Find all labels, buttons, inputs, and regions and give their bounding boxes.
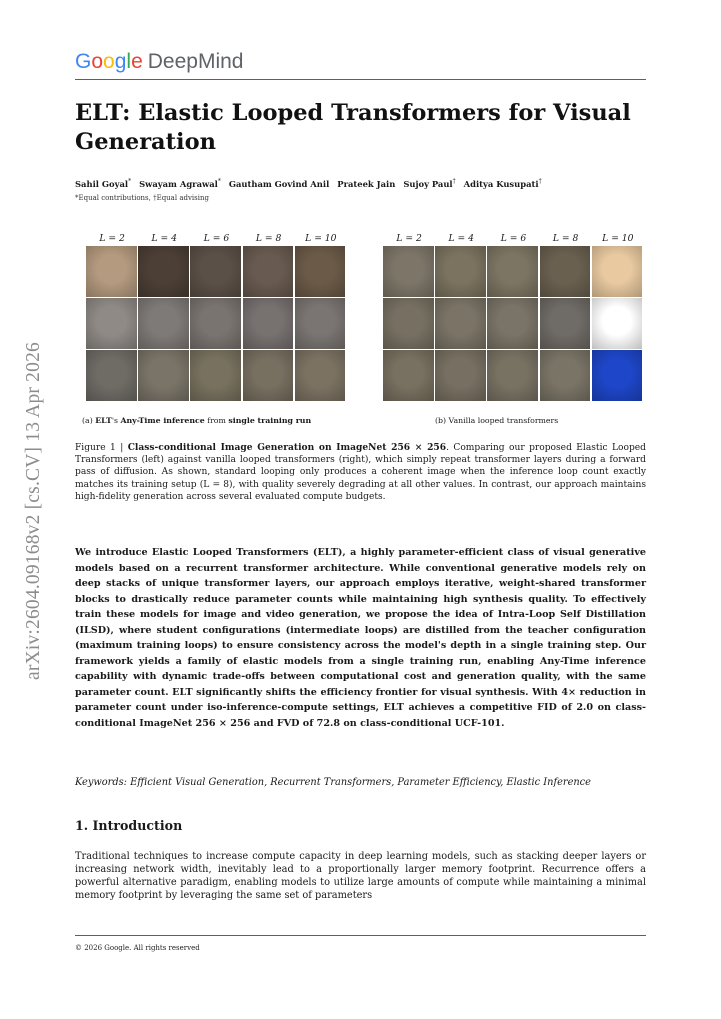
deepmind-wordmark: DeepMind	[147, 50, 244, 73]
sample-image	[383, 350, 434, 401]
sample-image	[138, 298, 189, 349]
sample-image	[243, 298, 294, 349]
caption-text: . Comparing our proposed Elastic Looped Transformers (left) against vanilla looped transformers (right), which simply repeat transformer layers during a forward pass of diffusion. As shown, standard looping only produces a coherent image when the inference loop count exactly matches its training setup (L = 8), with quality severely degrading at all other values. In contrast, our approach maintains high-fidelity generation across several evaluated compute budgets.	[75, 443, 646, 502]
google-wordmark	[75, 50, 143, 73]
author-mark: *	[128, 178, 132, 185]
loop-count-label: L = 6	[203, 233, 230, 244]
sample-image	[138, 246, 189, 297]
sample-image	[86, 298, 137, 349]
sample-image	[86, 350, 137, 401]
loop-count-label: L = 8	[255, 233, 282, 244]
google-letter: g	[114, 50, 127, 73]
keywords: Keywords: Efficient Visual Generation, Recurrent Transformers, Parameter Efficiency, Elastic Inference	[75, 777, 591, 788]
sample-image	[487, 350, 538, 401]
loop-count-label: L = 4	[151, 233, 178, 244]
sample-image	[383, 246, 434, 297]
sample-image	[190, 246, 241, 297]
author-name: Prateek Jain	[337, 178, 396, 189]
subcaption-a-prefix: (a)	[82, 416, 96, 425]
copyright-footer: © 2026 Google. All rights reserved	[75, 944, 200, 952]
loop-labels-right	[383, 233, 644, 244]
sample-image	[190, 350, 241, 401]
google-letter: G	[75, 50, 92, 73]
section-heading: 1. Introduction	[75, 818, 183, 833]
sample-image	[295, 350, 346, 401]
author-mark: *	[217, 178, 221, 185]
elt-sample-grid	[86, 246, 345, 401]
sample-image	[190, 298, 241, 349]
sample-image	[540, 298, 591, 349]
loop-count-label: L = 4	[448, 233, 475, 244]
google-letter: o	[103, 50, 115, 73]
arxiv-sidebar-stamp	[10, 296, 58, 726]
sample-image	[592, 246, 643, 297]
sample-image	[487, 298, 538, 349]
sample-image	[138, 350, 189, 401]
author-name: Sahil Goyal*	[75, 178, 132, 189]
loop-count-label: L = 10	[602, 233, 634, 244]
sample-image	[295, 246, 346, 297]
loop-count-label: L = 2	[396, 233, 422, 244]
subcaption-a-anytime: Any-Time inference	[120, 416, 205, 425]
footer-rule	[75, 935, 646, 936]
arxiv-identifier: arXiv:2604.09168v2 [cs.CV] 13 Apr 2026	[23, 342, 44, 680]
header-rule	[75, 79, 646, 80]
sample-image	[592, 350, 643, 401]
author-list	[75, 178, 675, 189]
subcaption-a-mid1: 's	[111, 416, 121, 425]
affiliation-note	[75, 194, 209, 202]
loop-labels-left	[86, 233, 347, 244]
abstract: We introduce Elastic Looped Transformers (ELT), a highly parameter-efficient class of visual generative models based on a recurrent transformer architecture. While conventional generative models rely on deep stacks of unique transformer layers, our approach employs iterative, weight-shared transformer blocks to drastically reduce parameter counts while maintaining high synthesis quality. To effectively train these models for image and video generation, we propose the idea of Intra-Loop Self Distillation (ILSD), where student configurations (intermediate loops) are distilled from the teacher configuration (maximum training loops) to ensure consistency across the model's depth in a single training step. Our framework yields a family of elastic models from a single training run, enabling Any-Time inference capability with dynamic trade-offs between computational cost and generation quality, with the same parameter count. ELT significantly shifts the efficiency frontier for visual synthesis. With 4× reduction in parameter count under iso-inference-compute settings, ELT achieves a competitive FID of 2.0 on class-conditional ImageNet 256 × 256 and FVD of 72.8 on class-conditional UCF-101.	[75, 547, 646, 729]
caption-bold: Class-conditional Image Generation on ImageNet 256 × 256	[127, 442, 447, 453]
google-letter: l	[126, 50, 132, 73]
sample-image	[540, 246, 591, 297]
sample-image	[592, 298, 643, 349]
subcaption-a-mid2: from	[204, 416, 229, 425]
google-deepmind-logo	[75, 50, 244, 74]
sample-image	[383, 298, 434, 349]
google-letter: o	[91, 50, 104, 73]
sample-image	[540, 350, 591, 401]
vanilla-sample-grid	[383, 246, 642, 401]
figure-caption	[75, 442, 646, 503]
intro-paragraph: Traditional techniques to increase compute capacity in deep learning models, such as stacking deeper layers or increasing network width, inevitably lead to a proportionally larger memory footprint. Recurrence offers a powerful alternative paradigm, enabling models to utilize large amounts of compute while maintaining a minimal memory footprint by leveraging the same set of parameters	[75, 851, 646, 901]
subcaption-a-single-run: single training run	[228, 416, 312, 425]
subcaption-a-elt: ELT	[95, 416, 112, 425]
loop-count-label: L = 2	[99, 233, 125, 244]
sample-image	[435, 246, 486, 297]
google-letter: e	[131, 50, 143, 73]
affiliation-note-text: *Equal contributions, †Equal advising	[75, 194, 209, 202]
subcaption-b: (b) Vanilla looped transformers	[435, 416, 559, 425]
paper-title: ELT: Elastic Looped Transformers for Visual Generation	[75, 100, 631, 155]
sample-image	[295, 298, 346, 349]
loop-count-label: L = 10	[305, 233, 337, 244]
sample-image	[86, 246, 137, 297]
sample-image	[435, 298, 486, 349]
sample-image	[487, 246, 538, 297]
loop-count-label: L = 6	[500, 233, 527, 244]
author-mark: †	[538, 178, 542, 185]
subcaption-a	[82, 416, 311, 425]
author-mark: †	[452, 178, 456, 185]
author-name: Aditya Kusupati†	[463, 178, 542, 189]
loop-count-label: L = 8	[552, 233, 579, 244]
sample-image	[435, 350, 486, 401]
sample-image	[243, 350, 294, 401]
author-name: Swayam Agrawal*	[139, 178, 221, 189]
sample-image	[243, 246, 294, 297]
caption-label: Figure 1 |	[75, 443, 128, 453]
author-name: Sujoy Paul†	[403, 178, 456, 189]
author-name: Gautham Govind Anil	[228, 178, 330, 189]
